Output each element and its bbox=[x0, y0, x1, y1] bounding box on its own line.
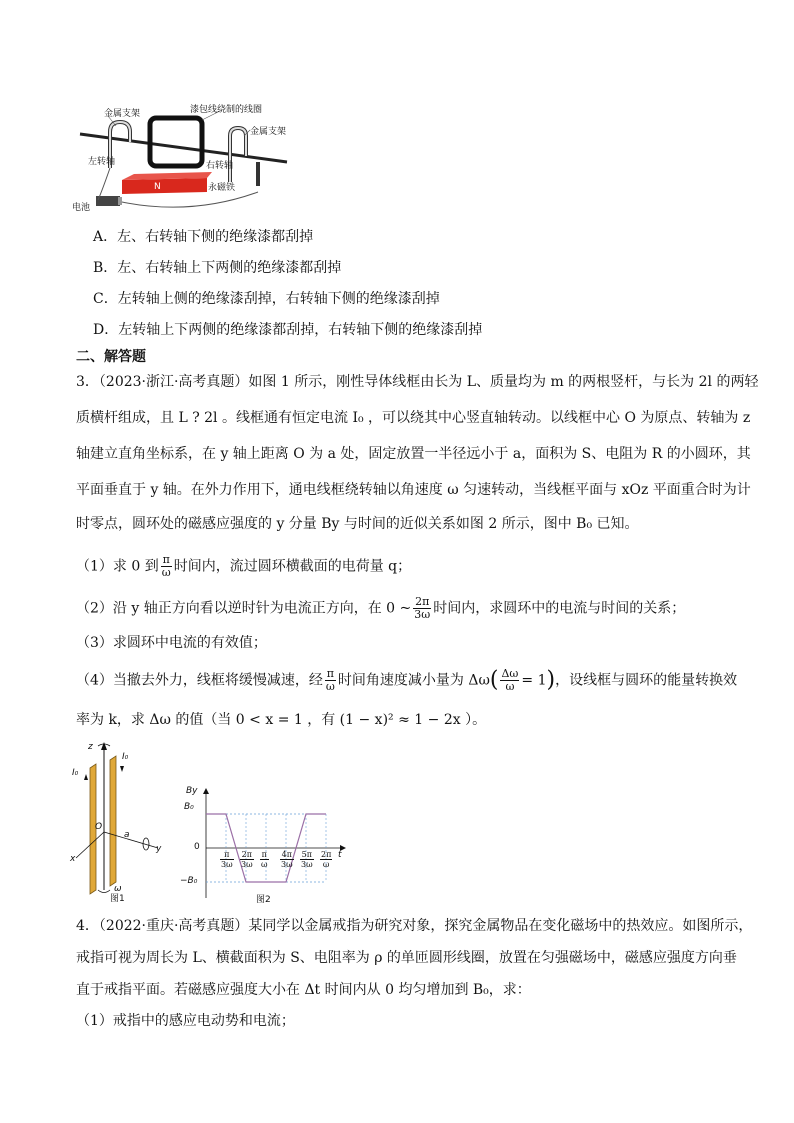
fraction-numerator: Δω bbox=[501, 667, 519, 680]
tick-numerator: π bbox=[220, 850, 234, 860]
fig1-label-z: z bbox=[88, 742, 93, 752]
fig2-x-label: t bbox=[338, 850, 342, 860]
figure1 bbox=[64, 740, 174, 904]
fig1-label-x: x bbox=[70, 854, 76, 864]
q4-line3: 直于戒指平面。若磁感应强度大小在 Δt 时间内从 0 均匀增加到 B₀，求： bbox=[76, 982, 531, 998]
fig1-caption: 图1 bbox=[110, 894, 125, 904]
fraction-denominator: ω bbox=[325, 680, 335, 693]
fig1-label-I0-left: I₀ bbox=[72, 768, 79, 778]
fig2-y-label: By bbox=[186, 786, 198, 796]
q3-line3: 轴建立直角坐标系，在 y 轴上距离 O 为 a 处，固定放置一半径远小于 a，面积为 S、电阻为 R 的小圆环，其 bbox=[76, 446, 751, 462]
label-magnet: 永磁铁 bbox=[208, 183, 236, 193]
q3-line1: 3．（2023·浙江·高考真题）如图 1 所示，刚性导体线框由长为 L、质量均为 m 的两根竖杆，与长为 2l 的两轻 bbox=[76, 374, 759, 390]
q3-sub2-fraction bbox=[413, 596, 431, 621]
tick-denominator: 3ω bbox=[241, 860, 253, 869]
q3-sub4-fraction bbox=[325, 668, 336, 693]
q4-sub1: （1）戒指中的感应电动势和电流； bbox=[76, 1013, 295, 1029]
label-metal-bracket-left: 金属支架 bbox=[104, 109, 141, 119]
q3-sub1-text-b: 时间内，流过圆环横截面的电荷量 q； bbox=[173, 558, 412, 575]
q3-sub1 bbox=[76, 554, 726, 579]
q3-line5: 时零点，圆环处的磁感应强度的 y 分量 By 与时间的近似关系如图 2 所示，图中 B₀ 已知。 bbox=[76, 516, 639, 532]
label-metal-bracket-right: 金属支架 bbox=[250, 127, 287, 137]
section-title: 二、解答题 bbox=[76, 349, 146, 365]
q3-sub2-text-a: （2）沿 y 轴正方向看以逆时针为电流正方向，在 0 ~ bbox=[76, 600, 412, 617]
label-magnet-pole: N bbox=[154, 182, 161, 192]
q3-line4: 平面垂直于 y 轴。在外力作用下，通电线框绕转轴以角速度 ω 匀速转动，当线框平面与 xOz 平面重合时为计 bbox=[76, 482, 751, 498]
figure1-drawing bbox=[64, 740, 174, 900]
q4-line1: 4．（2022·重庆·高考真题）某同学以金属戒指为研究对象，探究金属物品在变化磁场中的热效应。如图所示， bbox=[76, 918, 753, 934]
fraction-denominator: ω bbox=[161, 566, 171, 579]
option-d: D．左转轴上下两侧的绝缘漆都刮掉，右转轴下侧的绝缘漆刮掉 bbox=[93, 322, 483, 338]
tick-numerator: 5π bbox=[301, 850, 312, 859]
tick-numerator: 2π bbox=[321, 850, 332, 859]
fig1-label-O: O bbox=[95, 822, 103, 832]
option-b: B．左、右转轴上下两侧的绝缘漆都刮掉 bbox=[93, 260, 342, 276]
fig2-caption: 图2 bbox=[256, 895, 271, 905]
tick-denominator: 3ω bbox=[281, 860, 293, 869]
x-tick-label-6 bbox=[320, 850, 332, 869]
y-axis-arrow bbox=[203, 788, 209, 794]
x-tick-label-3 bbox=[260, 850, 269, 869]
fig1-label-I0-right: I₀ bbox=[122, 752, 129, 762]
q4-line2: 戒指可视为周长为 L、横截面积为 S、电阻率为 ρ 的单匝圆形线圈，放置在匀强磁场中，磁感应强度方向垂 bbox=[76, 950, 737, 966]
q3-sub1-text-a: （1）求 0 到 bbox=[76, 558, 159, 575]
q3-sub4-text-d: ，设线框与圆环的能量转换效 bbox=[555, 672, 738, 689]
label-battery: 电池 bbox=[72, 203, 91, 213]
fraction-numerator: 2π bbox=[415, 595, 430, 608]
q3-sub3: （3）求圆环中电流的有效值； bbox=[76, 635, 267, 651]
figure2-chart bbox=[180, 786, 350, 904]
q3-sub4-text-b: 时间角速度减小量为 Δω bbox=[337, 672, 490, 689]
q3-sub4: （4）当撤去外力，线框将缓慢减速，经 $\frac{\pi}{\omega}$ 时间角速度减小量为 Δω( $\frac{\Delta\omega}{\omega}$ = 1)，设线框与圆环的能量转换效 bbox=[76, 667, 738, 693]
tick-numerator: 2π bbox=[241, 850, 252, 859]
fig2-negB0-label: −B₀ bbox=[180, 876, 198, 886]
tick-denominator: ω bbox=[261, 860, 268, 869]
tick-numerator: π bbox=[261, 850, 267, 859]
q3-sub4-text-c: = 1 bbox=[521, 672, 547, 689]
x-tick-label-4 bbox=[280, 850, 294, 869]
fig2-B0-label: B₀ bbox=[184, 802, 194, 812]
label-right-axis: 右转轴 bbox=[206, 161, 234, 171]
q3-line2: 质横杆组成，且 L ? 2l 。线框通有恒定电流 I₀ ，可以绕其中心竖直轴转动。以线框中心 O 为原点、转轴为 z bbox=[76, 410, 751, 426]
q3-sub2 bbox=[76, 596, 726, 621]
tick-denominator: 3ω bbox=[301, 860, 313, 869]
option-c: C．左转轴上侧的绝缘漆刮掉，右转轴下侧的绝缘漆刮掉 bbox=[93, 291, 440, 307]
figure2-svg bbox=[180, 786, 350, 904]
tick-denominator: ω bbox=[322, 860, 330, 869]
fig1-label-omega: ω bbox=[114, 884, 122, 894]
q3-sub1-fraction bbox=[161, 554, 172, 579]
label-left-axis: 左转轴 bbox=[88, 157, 116, 167]
fig2-zero-label: 0 bbox=[194, 842, 200, 852]
fig1-label-a: a bbox=[124, 830, 130, 840]
q3-sub4-text-a: （4）当撤去外力，线框将缓慢减速，经 bbox=[76, 672, 323, 689]
x-tick-label-1 bbox=[220, 850, 234, 869]
x-tick-label-5 bbox=[300, 850, 314, 869]
label-coil: 漆包线绕制的线圈 bbox=[190, 105, 263, 115]
option-a: A．左、右转轴下侧的绝缘漆都刮掉 bbox=[93, 229, 314, 245]
fraction-numerator: π bbox=[326, 667, 335, 680]
x-tick-label-2 bbox=[240, 850, 254, 869]
q3-sub4-line2: 率为 k，求 Δω 的值（当 0 < x = 1 ，有 (1 − x)² ≈ 1 − 2x ）。 bbox=[76, 712, 487, 728]
fraction-denominator: 3ω bbox=[414, 608, 431, 621]
fig1-label-y: y bbox=[156, 844, 162, 854]
fraction-numerator: π bbox=[162, 553, 170, 566]
q3-sub4-paren-fraction bbox=[500, 668, 519, 693]
q3-sub2-text-b: 时间内，求圆环中的电流与时间的关系； bbox=[433, 600, 686, 617]
tick-numerator: 4π bbox=[281, 850, 292, 859]
tick-denominator: 3ω bbox=[221, 860, 233, 869]
apparatus-figure bbox=[72, 96, 312, 216]
fraction-denominator: ω bbox=[505, 680, 515, 693]
